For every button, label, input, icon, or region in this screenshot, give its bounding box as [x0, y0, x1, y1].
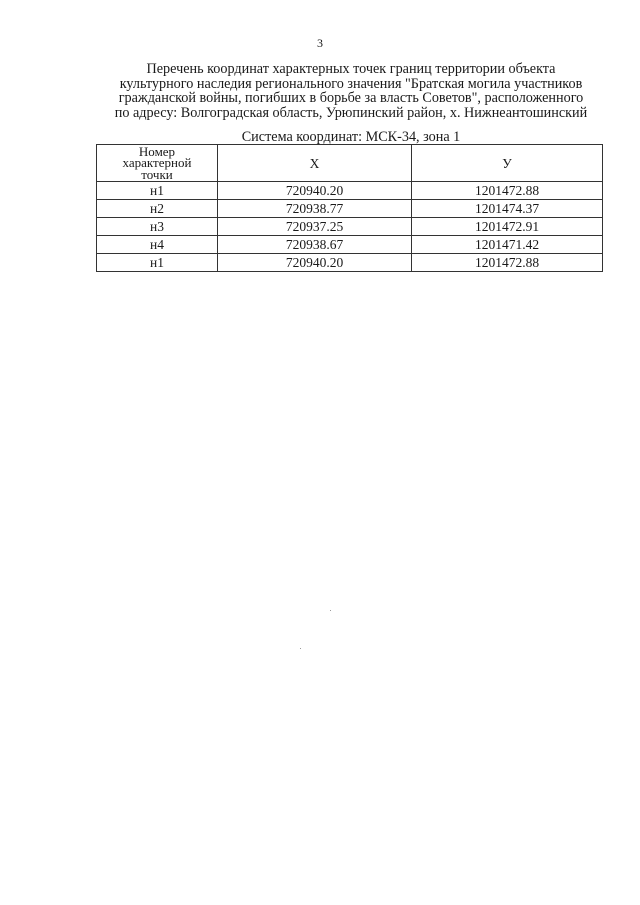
cell-y: 1201471.42 — [412, 236, 603, 254]
cell-y: 1201472.88 — [412, 182, 603, 200]
cell-x: 720937.25 — [218, 218, 412, 236]
table-row — [97, 218, 603, 236]
table-row — [97, 200, 603, 218]
title-line-1: Перечень координат характерных точек границ территории объекта — [146, 61, 556, 77]
cell-y: 1201472.88 — [412, 254, 603, 272]
header-point-number — [97, 145, 218, 182]
cell-point: н4 — [97, 236, 218, 254]
cell-y: 1201472.91 — [412, 218, 603, 236]
cell-point: н1 — [97, 254, 218, 272]
header-point-number-line-3: точки — [141, 166, 173, 182]
title-line-2: культурного наследия регионального значения "Братская могила участников — [119, 75, 583, 92]
cell-x: 720940.20 — [218, 182, 412, 200]
header-y: У — [412, 145, 603, 182]
header-point-number-line-1: Номер — [138, 143, 176, 159]
title-line-4: по адресу: Волгоградская область, Урюпинский район, х. Нижнеантошинский — [114, 104, 588, 121]
cell-x: 720938.77 — [218, 200, 412, 218]
cell-point: н1 — [97, 182, 218, 200]
document-title — [96, 62, 606, 120]
table-row — [97, 182, 603, 200]
header-x: X — [218, 145, 412, 182]
table-row — [97, 236, 603, 254]
scan-speck — [330, 610, 331, 611]
scan-speck — [300, 648, 301, 649]
cell-point: н2 — [97, 200, 218, 218]
page-number: 3 — [317, 36, 323, 50]
header-point-number-line-2: характерной — [122, 155, 192, 171]
coordinates-table — [96, 144, 603, 272]
cell-y: 1201474.37 — [412, 200, 603, 218]
cell-point: н3 — [97, 218, 218, 236]
cell-x: 720940.20 — [218, 254, 412, 272]
table-header-row — [97, 145, 603, 182]
table-row — [97, 254, 603, 272]
title-line-3: гражданской войны, погибших в борьбе за власть Советов", расположенного — [118, 90, 584, 106]
coordinate-system-caption: Система координат: МСК-34, зона 1 — [241, 129, 461, 145]
cell-x: 720938.67 — [218, 236, 412, 254]
